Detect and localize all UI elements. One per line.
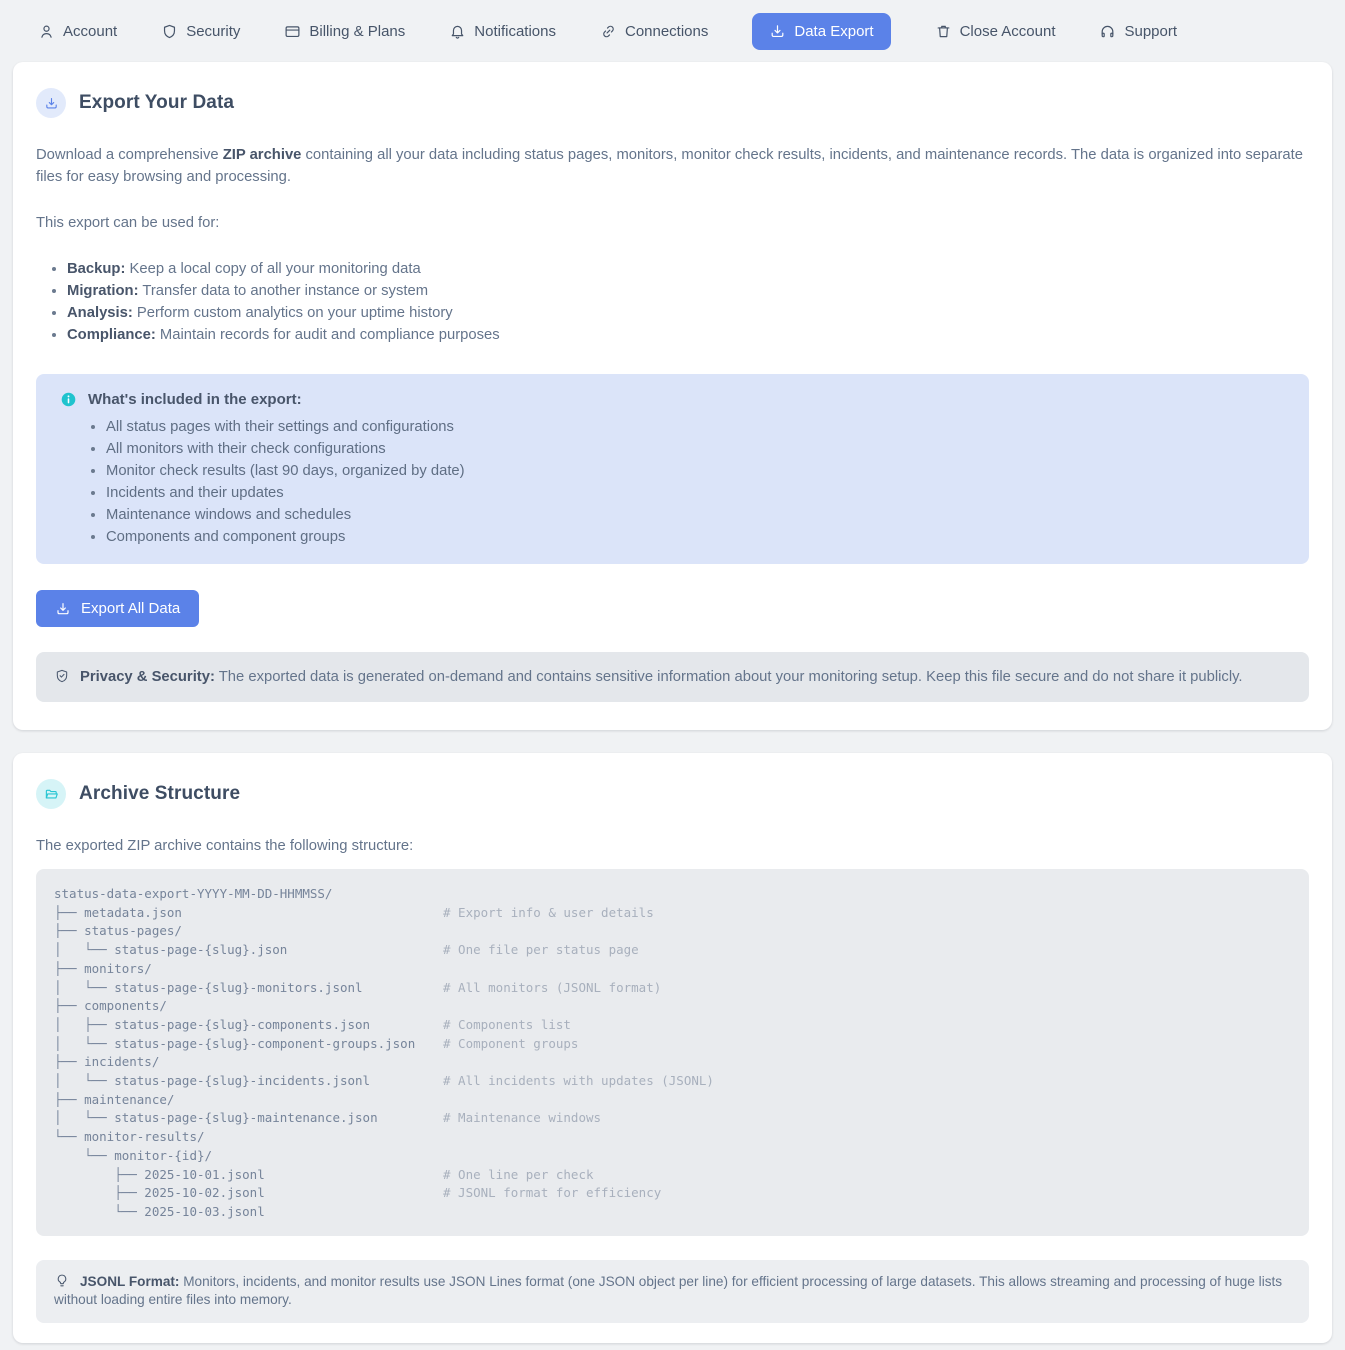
tree-line: └── 2025-10-03.jsonl bbox=[54, 1203, 265, 1219]
archive-intro: The exported ZIP archive contains the following structure: bbox=[36, 838, 414, 854]
tab-account[interactable] bbox=[38, 23, 117, 40]
zip-archive-emphasis: ZIP archive bbox=[222, 147, 302, 163]
tab-label: Billing & Plans bbox=[309, 22, 406, 40]
user-icon bbox=[38, 23, 55, 40]
shield-icon bbox=[161, 23, 178, 40]
export-all-data-button[interactable] bbox=[36, 590, 199, 627]
credit-card-icon bbox=[284, 23, 301, 40]
list-item: • Analysis: Perform custom analytics on your uptime history bbox=[67, 302, 1309, 324]
tab-close-account[interactable] bbox=[935, 23, 1056, 40]
download-icon bbox=[769, 23, 786, 40]
list-item: • Migration: Transfer data to another instance or system bbox=[67, 280, 1309, 302]
privacy-security-note: Privacy & Security: The exported data is generated on-demand and contains sensitive information about your monitoring setup. Keep this file secure and do not share it publicly. bbox=[36, 652, 1309, 702]
tab-connections[interactable] bbox=[600, 23, 708, 40]
tree-line: │ └── status-page-{slug}-monitors.jsonl # All monitors (JSONL format) bbox=[54, 979, 662, 995]
tab-label: Close Account bbox=[959, 22, 1056, 40]
button-label: Export All Data bbox=[81, 600, 181, 617]
tab-label: Support bbox=[1124, 22, 1178, 40]
list-item: • Incidents and their updates bbox=[106, 482, 1285, 504]
archive-structure-card bbox=[13, 753, 1332, 1343]
card-title: Archive Structure bbox=[79, 783, 241, 804]
archive-tree-code-block bbox=[36, 869, 1309, 1236]
tab-security[interactable] bbox=[161, 23, 240, 40]
tree-line: ├── metadata.json # Export info & user details bbox=[54, 904, 654, 920]
tree-line: │ ├── status-page-{slug}-components.json # Components list bbox=[54, 1016, 571, 1032]
tree-line: │ └── status-page-{slug}-maintenance.json # Maintenance windows bbox=[54, 1110, 602, 1126]
tree-line: ├── 2025-10-01.jsonl # One line per check bbox=[54, 1166, 594, 1182]
export-your-data-card bbox=[13, 62, 1332, 730]
info-box-title: What's included in the export: bbox=[88, 391, 302, 408]
info-box-header bbox=[60, 391, 1285, 408]
tab-billing[interactable] bbox=[284, 23, 405, 40]
included-items-list bbox=[60, 416, 1285, 548]
note-label: Privacy & Security: bbox=[80, 669, 215, 685]
jsonl-format-note: JSONL Format: Monitors, incidents, and monitor results use JSON Lines format (one JSON object per line) for efficient processing of large datasets. This allows streaming and processing of huge lists without loading entire files into memory. bbox=[36, 1260, 1309, 1324]
tree-line: │ └── status-page-{slug}-component-groups.json # Component groups bbox=[54, 1035, 579, 1051]
list-item: • All status pages with their settings and configurations bbox=[106, 416, 1285, 438]
tab-label: Security bbox=[186, 22, 241, 40]
uses-heading: This export can be used for: bbox=[36, 215, 220, 231]
tab-label: Data Export bbox=[794, 22, 874, 40]
tree-line: │ └── status-page-{slug}.json # One file per status page bbox=[54, 942, 639, 958]
lightbulb-icon bbox=[54, 1273, 70, 1289]
tab-notifications[interactable] bbox=[449, 23, 556, 40]
tab-label: Connections bbox=[624, 22, 709, 40]
tree-line: ├── status-pages/ bbox=[54, 923, 182, 939]
tab-support[interactable] bbox=[1099, 23, 1177, 40]
tab-label: Account bbox=[63, 22, 118, 40]
list-item: • Maintenance windows and schedules bbox=[106, 504, 1285, 526]
shield-check-icon bbox=[54, 668, 70, 684]
download-icon bbox=[55, 601, 71, 617]
list-item: • Components and component groups bbox=[106, 526, 1285, 548]
tree-line: ├── maintenance/ bbox=[54, 1091, 175, 1107]
card-title: Export Your Data bbox=[79, 92, 235, 113]
tree-line: ├── monitors/ bbox=[54, 960, 152, 976]
list-item: • Compliance: Maintain records for audit and compliance purposes bbox=[67, 324, 1309, 346]
tab-data-export[interactable] bbox=[752, 13, 890, 50]
tree-line: ├── components/ bbox=[54, 998, 167, 1014]
list-item: • Backup: Keep a local copy of all your monitoring data bbox=[67, 258, 1309, 280]
note-label: JSONL Format: bbox=[80, 1273, 180, 1289]
whats-included-box bbox=[36, 374, 1309, 564]
list-item: • All monitors with their check configurations bbox=[106, 438, 1285, 460]
card-header bbox=[36, 88, 1309, 118]
download-icon bbox=[36, 88, 66, 118]
tree-line: ├── incidents/ bbox=[54, 1054, 160, 1070]
tree-line: status-data-export-YYYY-MM-DD-HHMMSS/ bbox=[54, 886, 333, 901]
tree-line: ├── 2025-10-02.jsonl # JSONL format for efficiency bbox=[54, 1185, 662, 1201]
bell-icon bbox=[449, 23, 466, 40]
settings-tabs bbox=[0, 0, 1345, 62]
intro-text: Download a comprehensive ZIP archive containing all your data including status pages, monitors, monitor check results, incidents, and maintenance records. The data is organized into separate files for easy browsing and processing. bbox=[36, 147, 1303, 185]
tree-line: └── monitor-results/ bbox=[54, 1129, 205, 1145]
tree-line: └── monitor-{id}/ bbox=[54, 1147, 213, 1163]
folder-icon bbox=[36, 779, 66, 809]
trash-icon bbox=[935, 23, 952, 40]
list-item: • Monitor check results (last 90 days, organized by date) bbox=[106, 460, 1285, 482]
tree-line: │ └── status-page-{slug}-incidents.jsonl # All incidents with updates (JSONL) bbox=[54, 1073, 714, 1089]
tab-label: Notifications bbox=[474, 22, 556, 40]
export-uses-list bbox=[36, 258, 1309, 346]
link-icon bbox=[600, 23, 617, 40]
card-header bbox=[36, 779, 1309, 809]
info-icon bbox=[60, 391, 77, 408]
headphones-icon bbox=[1099, 23, 1116, 40]
